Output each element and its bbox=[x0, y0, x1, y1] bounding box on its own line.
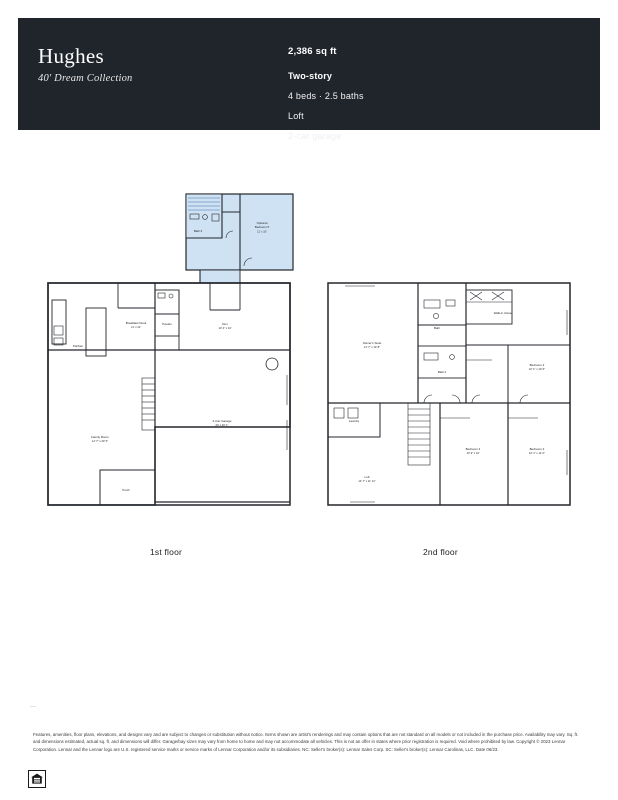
floorplan-svg bbox=[0, 150, 618, 570]
room-label-loft: Loft bbox=[364, 475, 370, 479]
svg-text:11' x 10': 11' x 10' bbox=[131, 326, 141, 329]
room-label-bath2: Bath 2 bbox=[437, 370, 447, 374]
crop-mark bbox=[30, 706, 36, 707]
optional-bedroom-block bbox=[186, 194, 293, 283]
room-label-owners-suite: Owner's Suite bbox=[362, 341, 382, 345]
svg-text:10' 1" x 10' 6": 10' 1" x 10' 6" bbox=[528, 368, 546, 371]
room-label-garage: 2-Car Garage bbox=[212, 419, 232, 423]
stories-label: Two-story bbox=[288, 71, 333, 81]
svg-text:14' 7" x 13' 8": 14' 7" x 13' 8" bbox=[363, 346, 381, 349]
first-floor-caption: 1st floor bbox=[150, 547, 183, 557]
svg-text:10' 9" x 10': 10' 9" x 10' bbox=[466, 452, 480, 455]
second-floor-caption: 2nd floor bbox=[423, 547, 458, 557]
svg-text:Bedroom 5: Bedroom 5 bbox=[254, 225, 270, 229]
header-left-block bbox=[38, 44, 133, 84]
legal-disclaimer: Features, amenities, floor plans, elevations, and designs vary and are subject to changes or substitution without notice. Items shown are artist's renderings and may contain options that are not standard on all models or not included in the purchase price. Availability may vary. Sq. ft. and dimensions estimated, actual sq. ft. and dimensions will differ. Garage/bay sizes may vary from home to home and may not accommodate all vehicles. This is not an offer in states where prior registration is required. Void where prohibited by law. Copyright © 2023 Lennar Corporation. Lennar and the Lennar logo are U.S. registered service marks or service marks of Lennar Corporation and/or its subsidiaries. NC: Seller's broker(s): Lennar Sales Corp. SC: Seller's broker(s): Lennar Carolinas, LLC. Date 06/23. bbox=[33, 732, 579, 752]
header-specs-block bbox=[288, 46, 364, 141]
svg-text:20' x 20' 1": 20' x 20' 1" bbox=[215, 424, 229, 427]
svg-text:14' 7" x 11' 11": 14' 7" x 11' 11" bbox=[358, 480, 376, 483]
spec-garage: 2-car garage bbox=[288, 131, 342, 141]
second-floor-plan bbox=[328, 283, 570, 505]
svg-text:10' 4" x 10': 10' 4" x 10' bbox=[218, 327, 232, 330]
equal-housing-opportunity-icon bbox=[28, 770, 46, 793]
room-label-porch: Porch bbox=[122, 488, 130, 492]
spec-beds-baths: 4 beds · 2.5 baths bbox=[288, 91, 364, 101]
room-label-bedroom2: Bedroom 2 bbox=[529, 363, 545, 367]
room-label-walk-in-closet: Walk-in Closet bbox=[493, 311, 513, 315]
page-title: Hughes bbox=[38, 44, 104, 68]
collection-subtitle: 40' Dream Collection bbox=[38, 73, 133, 84]
room-label-bedroom3: Bedroom 3 bbox=[529, 447, 545, 451]
room-label-family-room: Family Room bbox=[91, 435, 109, 439]
room-label-bedroom4: Bedroom 4 bbox=[465, 447, 481, 451]
room-label-laundry: Laundry bbox=[348, 419, 360, 423]
room-label-den: Den bbox=[222, 322, 228, 326]
floorplan-graphics bbox=[0, 150, 618, 570]
spec-loft: Loft bbox=[288, 111, 304, 121]
first-floor-plan bbox=[48, 283, 290, 505]
square-footage: 2,386 sq ft bbox=[288, 46, 337, 57]
svg-text:14' 7" x 20' 6": 14' 7" x 20' 6" bbox=[91, 440, 109, 443]
room-label-bath: Bath bbox=[434, 326, 440, 330]
room-label-bath3: Bath 3 bbox=[193, 229, 203, 233]
room-label-kitchen: Kitchen bbox=[72, 344, 84, 348]
svg-text:10' 1" x 11' 0": 10' 1" x 11' 0" bbox=[528, 452, 546, 455]
room-label-pantry: Powder bbox=[162, 322, 172, 326]
room-label-breakfast-nook: Breakfast Nook bbox=[125, 321, 147, 325]
room-label-optional-bedroom5: Optional bbox=[256, 221, 268, 225]
svg-text:11' x 10': 11' x 10' bbox=[257, 230, 267, 234]
header-banner bbox=[18, 18, 600, 141]
